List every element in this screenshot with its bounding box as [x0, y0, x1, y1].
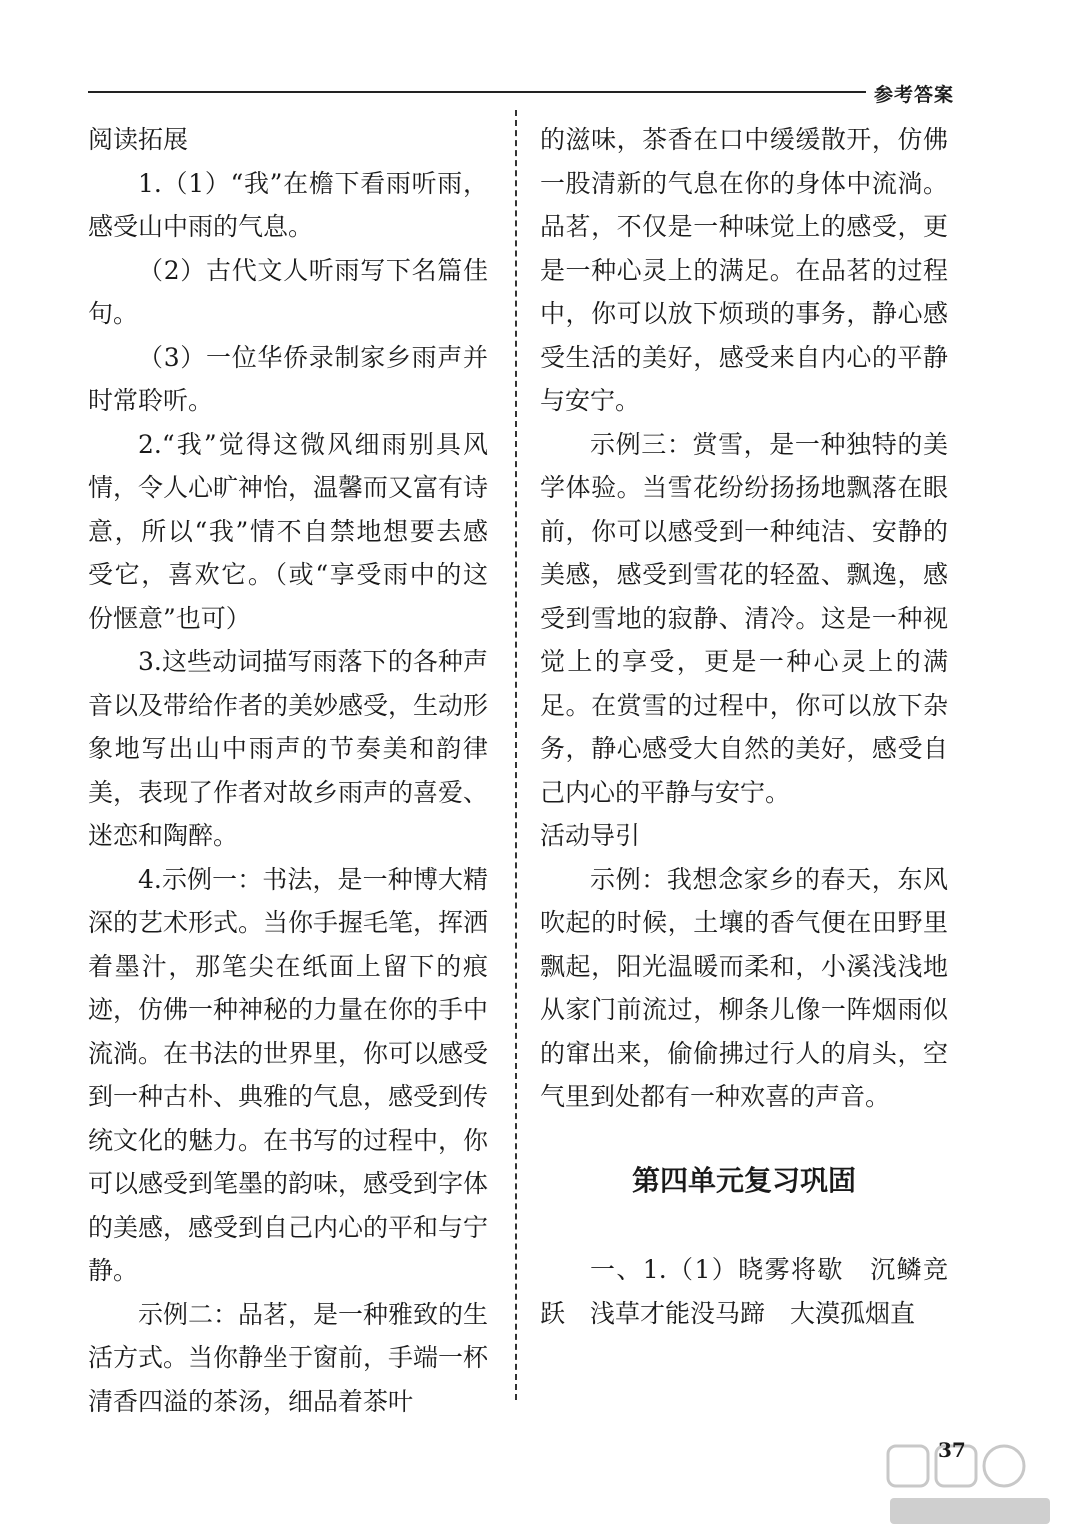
- page-number: 37: [938, 1438, 966, 1462]
- watermark-logo: [880, 1440, 1060, 1532]
- paragraph: 2.“我”觉得这微风细雨别具风情，令人心旷神怡，温馨而又富有诗意，所以“我”情不自禁地想要去感受它，喜欢它。（或“享受雨中的这份惬意”也可）: [88, 429, 489, 633]
- paragraph: （2）古代文人听雨写下名篇佳句。: [88, 255, 488, 328]
- paragraph: 示例三：赏雪，是一种独特的美学体验。当雪花纷纷扬扬地飘落在眼前，你可以感受到一种纯洁、安静的美感，感受到雪花的轻盈、飘逸，感受到雪地的寂静、清冷。这是一种视觉上的享受，更是一种心灵上的满足。在赏雪的过程中，你可以放下杂务，静心感受大自然的美好，感受自己内心的平静与安宁。: [540, 429, 948, 807]
- paragraph: 的滋味，茶香在口中缓缓散开，仿佛一股清新的气息在你的身体中流淌。品茗，不仅是一种味觉上的感受，更是一种心灵上的满足。在品茗的过程中，你可以放下烦琐的事务，静心感受生活的美好，感受来自内心的平静与安宁。: [540, 125, 948, 415]
- unit-title: 第四单元复习巩固: [631, 1163, 856, 1197]
- paragraph: 一、1.（1）晓雾将歇 沉鳞竞跃 浅草才能没马蹄 大漠孤烟直: [540, 1255, 948, 1328]
- paragraph: 1.（1）“我”在檐下看雨听雨，感受山中雨的气息。: [88, 168, 488, 241]
- paragraph: （3）一位华侨录制家乡雨声并时常聆听。: [88, 342, 488, 415]
- paragraph: 4.示例一：书法，是一种博大精深的艺术形式。当你手握毛笔，挥洒着墨汁，那笔尖在纸面上留下的痕迹，仿佛一种神秘的力量在你的手中流淌。在书法的世界里，你可以感受到一种古朴、典雅的气息，感受到传统文化的魅力。在书写的过程中，你可以感受到笔墨的韵味，感受到字体的美感，感受到自己内心的平和与宁静。: [88, 864, 489, 1285]
- section-heading-activity: 活动导引: [540, 821, 641, 850]
- paragraph: 示例二：品茗，是一种雅致的生活方式。当你静坐于窗前，手端一杯清香四溢的茶汤，细品着茶叶: [88, 1299, 489, 1416]
- header-rule: [88, 91, 866, 93]
- section-heading-reading: 阅读拓展: [88, 125, 189, 154]
- column-divider: [515, 110, 517, 1400]
- paragraph: 3.这些动词描写雨落下的各种声音以及带给作者的美妙感受，生动形象地写出山中雨声的节奏美和韵律美，表现了作者对故乡雨声的喜爱、迷恋和陶醉。: [88, 647, 489, 850]
- header-label: 参考答案: [874, 84, 955, 106]
- right-column: [540, 118, 948, 1335]
- left-column: [88, 118, 488, 1423]
- paragraph: 示例：我想念家乡的春天，东风吹起的时候，土壤的香气便在田野里飘起，阳光温暖而柔和，小溪浅浅地从家门前流过，柳条儿像一阵烟雨似的窜出来，偷偷拂过行人的肩头，空气里到处都有一种欢喜的声音。: [540, 864, 948, 1111]
